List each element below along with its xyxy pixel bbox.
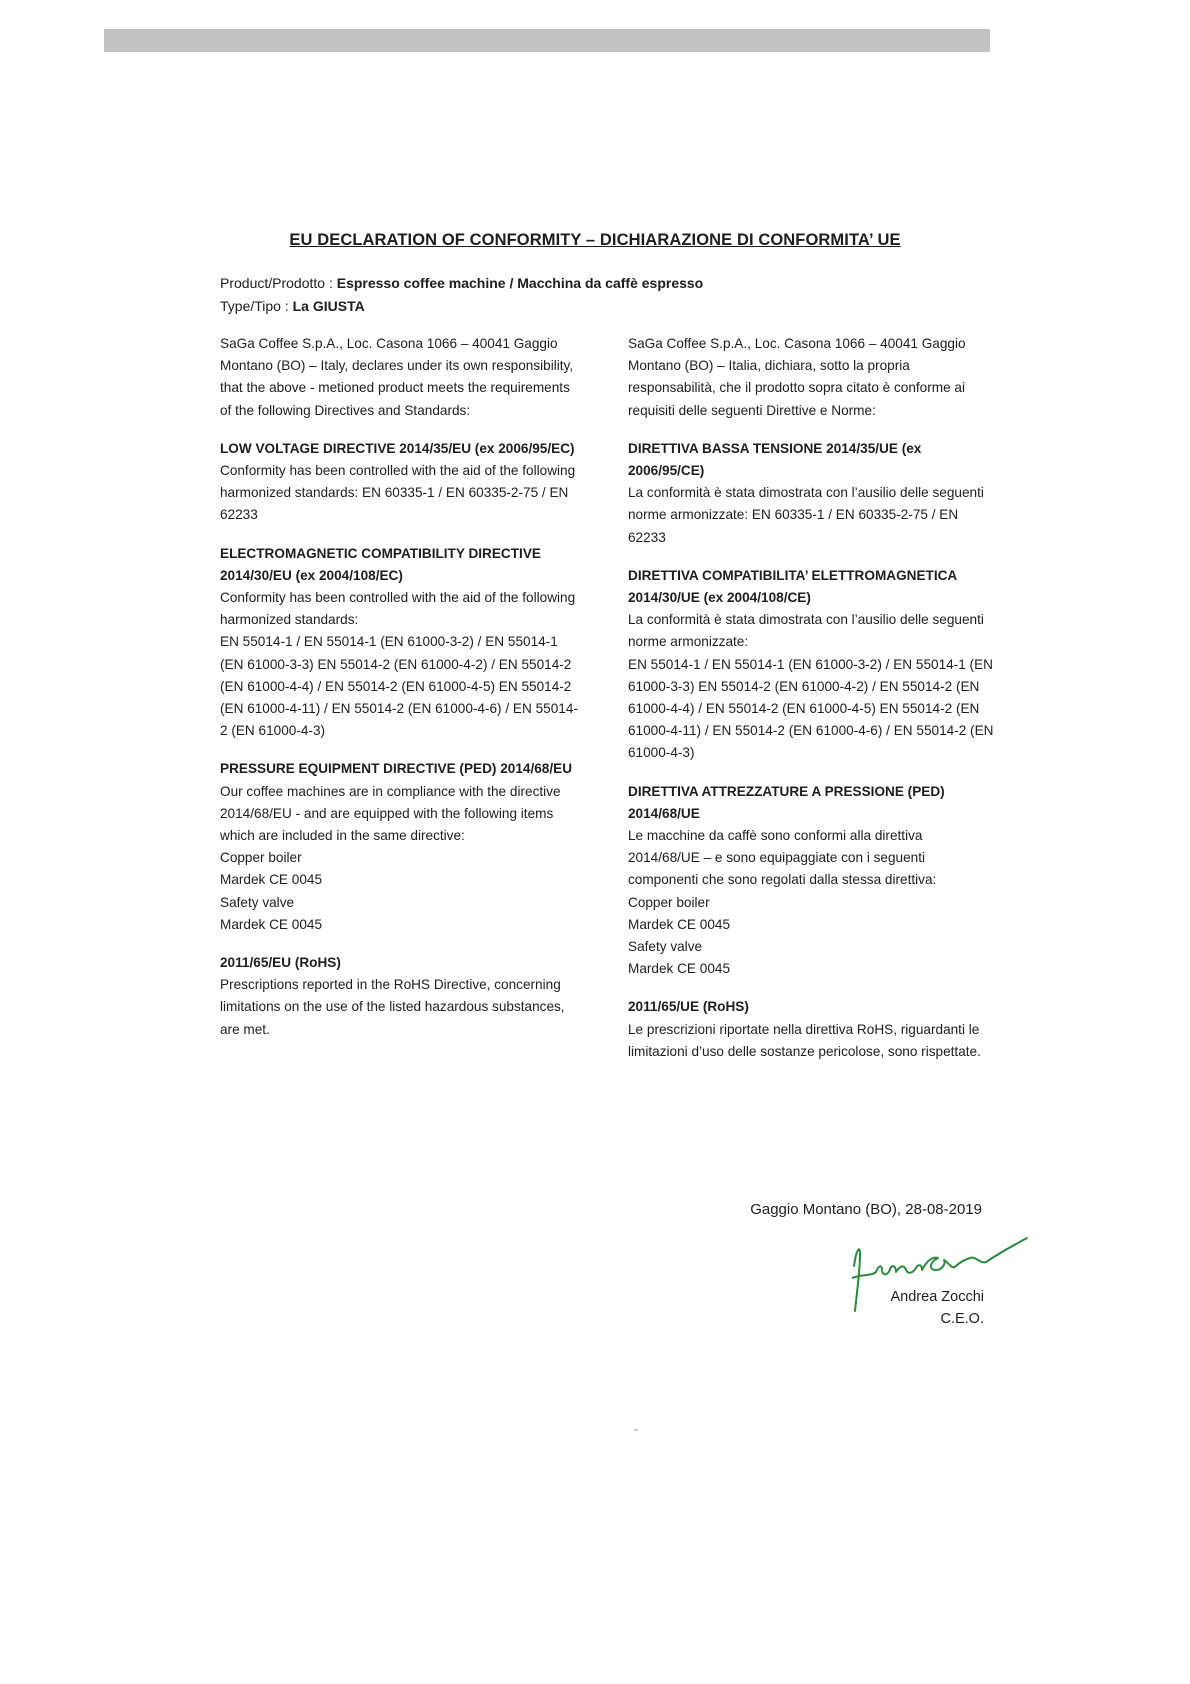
ped-title-it: DIRETTIVA ATTREZZATURE A PRESSIONE (PED) 2014/68/UE bbox=[628, 783, 945, 821]
ped-body-en: Our coffee machines are in compliance with the directive 2014/68/EU - and are equipped with the following items which are included in the same directive: bbox=[220, 783, 561, 844]
signer-name: Andrea Zocchi bbox=[890, 1289, 984, 1305]
signer-role: C.E.O. bbox=[940, 1311, 984, 1327]
ped-section-en bbox=[220, 758, 580, 936]
type-label: Type/Tipo : bbox=[220, 298, 293, 314]
product-line bbox=[220, 272, 703, 295]
ped-item: Mardek CE 0045 bbox=[628, 916, 731, 932]
product-label: Product/Prodotto : bbox=[220, 275, 337, 291]
ped-section-it bbox=[628, 781, 998, 981]
rohs-section-en bbox=[220, 952, 580, 1041]
document-title: EU DECLARATION OF CONFORMITY – DICHIARAZIONE DI CONFORMITA’ UE bbox=[289, 231, 901, 249]
ped-items-it bbox=[628, 892, 998, 981]
ped-item: Mardek CE 0045 bbox=[220, 872, 323, 888]
lvd-body-en: Conformity has been controlled with the aid of the following harmonized standards: EN 60335-1 / EN 60335-2-75 / EN 62233 bbox=[220, 463, 576, 523]
type-value: La GIUSTA bbox=[292, 298, 365, 314]
emc-title-en: ELECTROMAGNETIC COMPATIBILITY DIRECTIVE 2014/30/EU (ex 2004/108/EC) bbox=[220, 545, 541, 583]
ped-item: Copper boiler bbox=[628, 894, 710, 910]
emc-standards-it: EN 55014-1 / EN 55014-1 (EN 61000-3-2) / EN 55014-1 (EN 61000-3-3) EN 55014-2 (EN 61000-4-2) / EN 55014-2 (EN 61000-4-4) / EN 55014-2 (EN 61000-4-5) EN 55014-2 (EN 61000-4-11) / EN 55014-2 (EN 61000-4-6) / EN 55014-2 (EN 61000-4-3) bbox=[628, 656, 994, 761]
ped-item: Mardek CE 0045 bbox=[628, 961, 731, 977]
intro-it: SaGa Coffee S.p.A., Loc. Casona 1066 – 40041 Gaggio Montano (BO) – Italia, dichiara, sotto la propria responsabilità, che il prodotto sopra citato è conforme ai requisiti delle seguenti Direttive e Norme: bbox=[628, 336, 966, 418]
ped-item: Safety valve bbox=[628, 939, 703, 955]
emc-body-it: La conformità è stata dimostrata con l’ausilio delle seguenti norme armonizzate: bbox=[628, 612, 984, 650]
product-value: Espresso coffee machine / Macchina da caffè espresso bbox=[336, 275, 704, 291]
ped-item: Safety valve bbox=[220, 894, 295, 910]
italian-column bbox=[628, 333, 998, 1079]
ped-title-en: PRESSURE EQUIPMENT DIRECTIVE (PED) 2014/68/EU bbox=[220, 761, 573, 777]
ped-item: Mardek CE 0045 bbox=[220, 916, 323, 932]
lvd-section-en bbox=[220, 438, 580, 527]
type-line bbox=[220, 295, 703, 318]
scan-speck bbox=[634, 1429, 638, 1431]
ped-item: Copper boiler bbox=[220, 850, 302, 866]
lvd-title-it: DIRETTIVA BASSA TENSIONE 2014/35/UE (ex 2006/95/CE) bbox=[628, 440, 922, 479]
rohs-body-en: Prescriptions reported in the RoHS Directive, concerning limitations on the use of the listed hazardous substances, are met. bbox=[220, 977, 565, 1037]
place-date: Gaggio Montano (BO), 28-08-2019 bbox=[750, 1201, 982, 1218]
rohs-title-en: 2011/65/EU (RoHS) bbox=[220, 955, 341, 971]
lvd-title-en: LOW VOLTAGE DIRECTIVE 2014/35/EU (ex 2006/95/EC) bbox=[220, 440, 575, 456]
emc-title-it: DIRETTIVA COMPATIBILITA’ ELETTROMAGNETICA 2014/30/UE (ex 2004/108/CE) bbox=[628, 567, 957, 606]
emc-body-en: Conformity has been controlled with the aid of the following harmonized standards: bbox=[220, 590, 576, 628]
emc-section-en bbox=[220, 543, 580, 743]
lvd-section-it bbox=[628, 438, 998, 549]
rohs-body-it: Le prescrizioni riportate nella direttiva RoHS, riguardanti le limitazioni d’uso delle sostanze pericolose, sono rispettate. bbox=[628, 1021, 981, 1059]
ped-items-en bbox=[220, 847, 580, 936]
rohs-title-it: 2011/65/UE (RoHS) bbox=[628, 999, 749, 1015]
emc-standards-en: EN 55014-1 / EN 55014-1 (EN 61000-3-2) / EN 55014-1 (EN 61000-3-3) EN 55014-2 (EN 61000-4-2) / EN 55014-2 (EN 61000-4-4) / EN 55014-2 (EN 61000-4-5) EN 55014-2 (EN 61000-4-11) / EN 55014-2 (EN 61000-4-6) / EN 55014-2 (EN 61000-4-3) bbox=[220, 634, 578, 739]
english-column bbox=[220, 333, 580, 1057]
intro-en: SaGa Coffee S.p.A., Loc. Casona 1066 – 40041 Gaggio Montano (BO) – Italy, declares under its own responsibility, that the above - metioned product meets the requirements of the following Directives and Standards: bbox=[220, 336, 574, 418]
rohs-section-it bbox=[628, 996, 998, 1063]
emc-section-it bbox=[628, 565, 998, 765]
product-info bbox=[220, 272, 703, 318]
lvd-body-it: La conformità è stata dimostrata con l’ausilio delle seguenti norme armonizzate: EN 60335-1 / EN 60335-2-75 / EN 62233 bbox=[628, 485, 984, 545]
header-bar bbox=[104, 29, 990, 52]
ped-body-it: Le macchine da caffè sono conformi alla direttiva 2014/68/UE – e sono equipaggiate con i seguenti componenti che sono regolati dalla stessa direttiva: bbox=[628, 828, 937, 888]
